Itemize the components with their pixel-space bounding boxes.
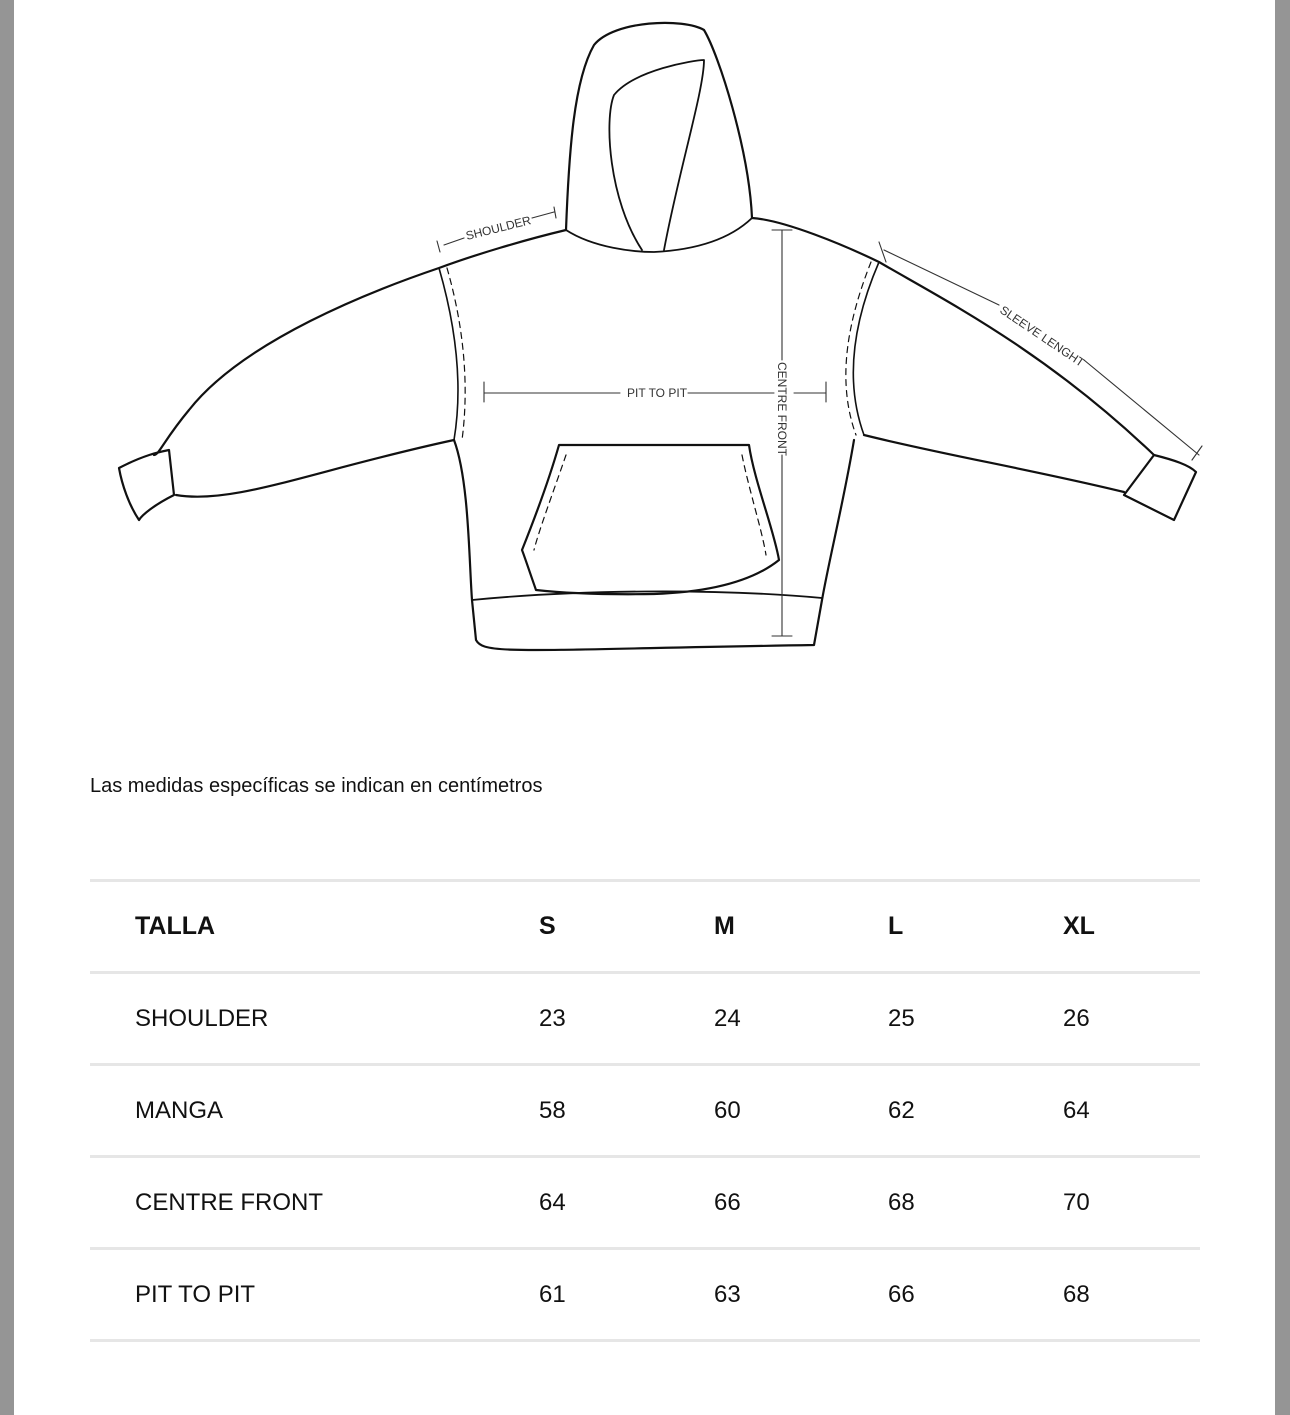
page <box>14 0 1275 1415</box>
hoodie-diagram <box>94 10 1224 710</box>
size-table <box>90 879 1200 1342</box>
table-row <box>90 1063 1200 1155</box>
header-cell: M <box>714 912 735 940</box>
cell-value: 61 <box>539 1281 566 1308</box>
cell-value: 66 <box>714 1189 741 1216</box>
table-row <box>90 971 1200 1063</box>
cell-value: 60 <box>714 1097 741 1124</box>
cell-value: 63 <box>714 1281 741 1308</box>
header-cell: S <box>539 912 556 940</box>
cell-value: 62 <box>888 1097 915 1124</box>
label-shoulder: SHOULDER <box>464 213 533 243</box>
label-pit-to-pit: PIT TO PIT <box>627 386 688 400</box>
header-cell: XL <box>1063 912 1095 940</box>
cell-value: 23 <box>539 1005 566 1032</box>
row-label: PIT TO PIT <box>135 1281 256 1308</box>
header-cell: L <box>888 912 904 940</box>
cell-value: 58 <box>539 1097 566 1124</box>
header-cell: TALLA <box>135 912 216 940</box>
label-sleeve-length: SLEEVE LENGHT <box>997 302 1087 370</box>
cell-value: 68 <box>1063 1281 1090 1308</box>
cell-value: 68 <box>888 1189 915 1216</box>
cell-value: 64 <box>539 1189 566 1216</box>
cell-value: 26 <box>1063 1005 1090 1032</box>
cell-value: 25 <box>888 1005 915 1032</box>
units-note: Las medidas específicas se indican en centímetros <box>90 775 543 797</box>
cell-value: 70 <box>1063 1189 1090 1216</box>
table-row <box>90 1247 1200 1342</box>
row-label: SHOULDER <box>135 1005 269 1032</box>
cell-value: 24 <box>714 1005 741 1032</box>
cell-value: 64 <box>1063 1097 1090 1124</box>
label-centre-front: CENTRE FRONT <box>775 362 789 456</box>
cell-value: 66 <box>888 1281 915 1308</box>
row-label: MANGA <box>135 1097 224 1124</box>
row-label: CENTRE FRONT <box>135 1189 323 1216</box>
table-row <box>90 1155 1200 1247</box>
table-header-row <box>90 879 1200 971</box>
